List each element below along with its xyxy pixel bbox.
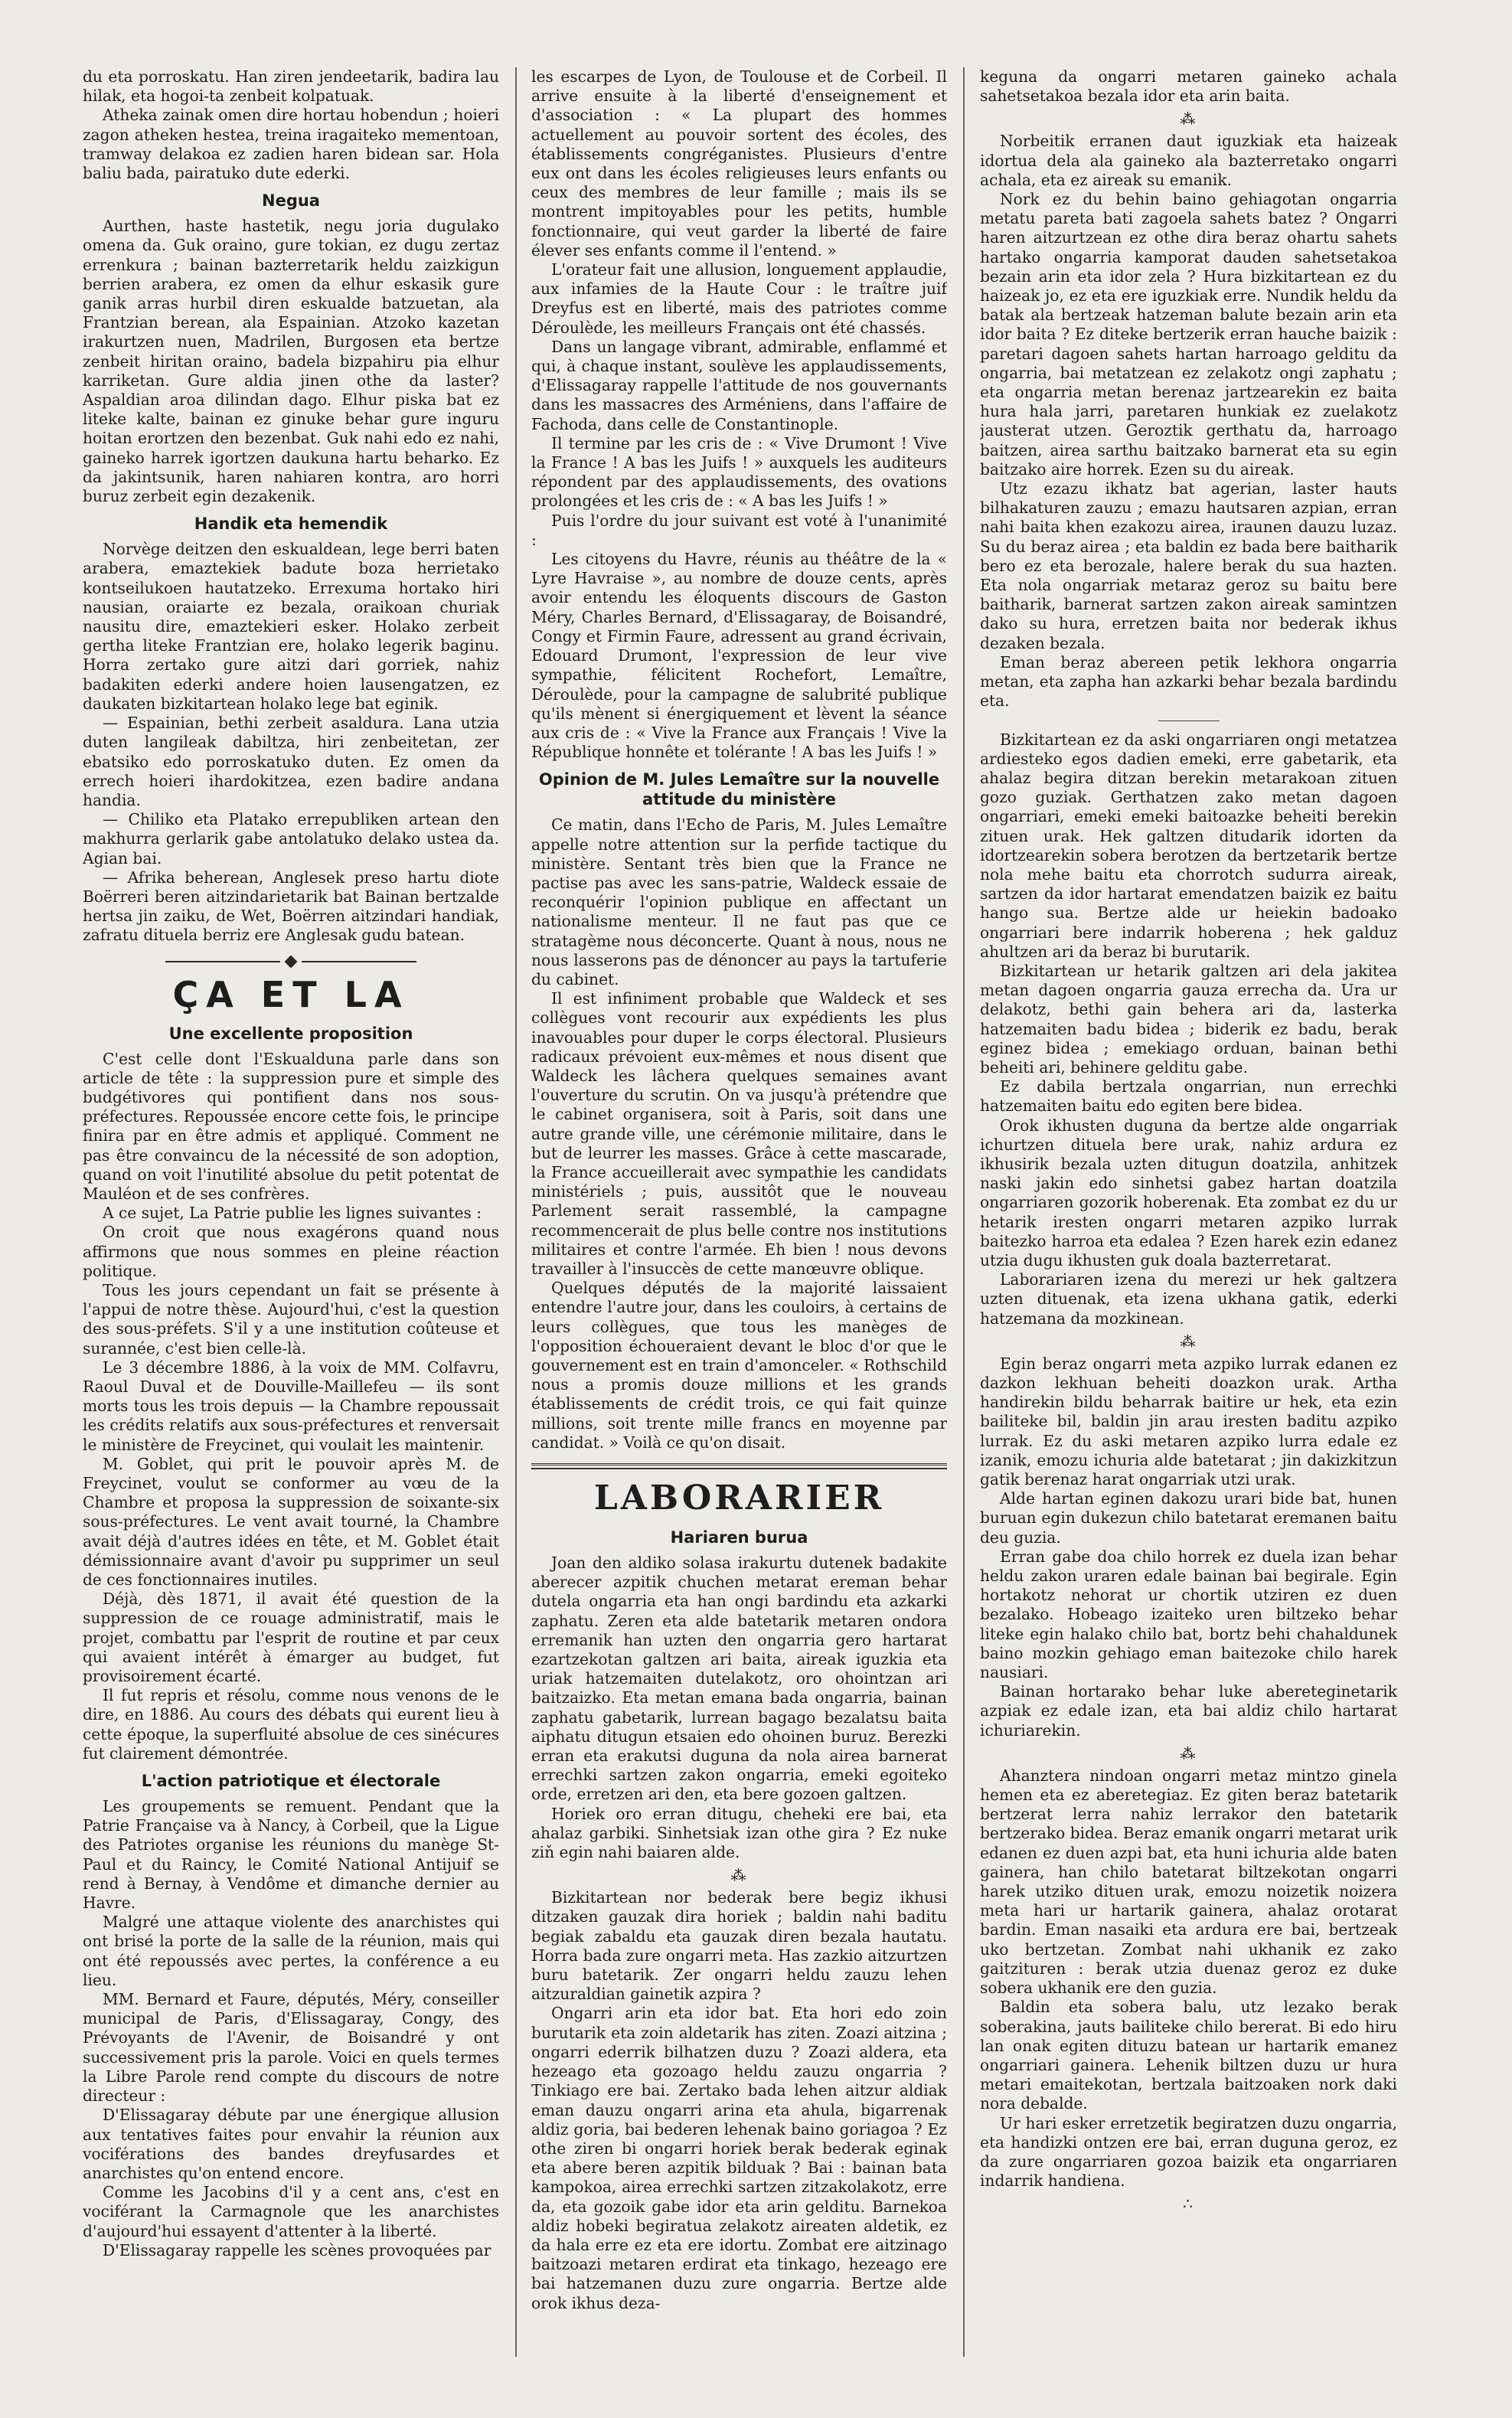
action-paragraph-2: Malgré une attaque violente des anarchistes qui ont brisé la porte de la salle de la réunion, mais qui ont été repoussés avec pertes, la conférence a eu lieu. — [83, 1913, 499, 1989]
negua-paragraph: Aurthen, haste hastetik, negu joria dugulako omena da. Guk oraino, gure tokian, ez dugu zertaz errenkura ; bainan bazterretarik heldu zaizkigun berrien arabera, ez omen da elhur eskasik gure ganik arras hurbil diren eskualde batzuetan, ala Frantzian berean, ala Espainian. Atzoko kazetan irakurtzen nuen, Madrilen, Burgosen eta bertze zenbeit hiritan oraino, badela bizpahiru pia elhur karriketan. Gure aldia jinen othe da laster? Aspaldian aroa dilindan dago. Elhur piska bat ez liteke kalte, bainan ez ginuke behar gure inguru hoitan erortzen den bezenbat. Guk nahi edo ez nahi, gaineko harrek igortzen daukuna hartu beharko. Ez da jakintsunik, haren nahiaren kontra, aro horri buruz zerbeit egin dezakenik. — [83, 217, 499, 506]
ornament-stars: ⁂ — [1180, 1332, 1197, 1351]
ornament-stars: ⁂ — [1180, 109, 1197, 129]
ornament-stars-end: ∴ — [1183, 2194, 1194, 2214]
opinion-paragraph-2: Il est infiniment probable que Waldeck et ses collègues vont recourir aux expédients les plus inavouables pour duper le corps électoral. Plusieurs radicaux prévoient eux-mêmes et nous disent que Waldeck les lâchera quelques semaines avant l'ouverture du scrutin. On va jusqu'à prétendre que le cabinet organisera, soit à Paris, soit dans une autre grande ville, une cérémonie militaire, dans le but de leurrer les masses. Grâce à cette mascarade, la France accueillerait avec sympathie les candidats ministériels ; puis, aussitôt que le nouveau Parlement serait rassemblé, la campagne recommencerait de plus belle contre nos institutions militaires et contre l'armée. Eh bien ! nous devons travailler à l'insuccès de cette manœuvre oblique. — [531, 989, 947, 1278]
column-rule-right — [963, 67, 965, 2357]
speech-paragraph-2: L'orateur fait une allusion, longuement applaudie, aux infamies de la Haute Cour : le traître juif Dreyfus est en liberté, mais des patriotes comme Déroulède, les meilleurs Français ont été chassés. — [531, 260, 947, 337]
handik-paragraph-2: — Espainian, bethi zerbeit asaldura. Lana utzia duten langileak dabiltza, hiri zenbeitetan, zer ebatsiko edo porroskatuko duten. Ez omen da errech hoieri ihardokitzea, ezen badire andana handia. — [83, 714, 499, 809]
hariaren-paragraph-3: Bizkitartean nor bederak bere begiz ikhusi ditzaken gauzak dira horiek ; baldin nahi baditu begiak zabaldu eta gauzak diren bezala hautatu. Horra bada zure ongarri meta. Has zazkio aitzurtzen buru batetarik. Zer ongarri heldu zauzu lehen aitzuraldian gainetik azpira ? — [531, 1888, 947, 2004]
column-2 — [531, 67, 947, 2387]
speech-paragraph-5: Puis l'ordre du jour suivant est voté à l'unanimité : — [531, 511, 947, 549]
section1-paragraph-4: Eman beraz abereen petik lekhora ongarria metan, eta zapha han azkarki behar bezala bardindu eta. — [980, 652, 1397, 711]
opinion-paragraph-3: Quelques députés de la majorité laissaient entendre l'autre jour, dans les couloirs, à certains de leurs collègues, que tous les manèges de l'opposition échoueraient devant le bloc d'or que le gouvernement est en train d'amonceler. « Rothschild nous a promis douze millions et les grands établissements de crédit trois, ce qui fait quinze millions, soit trente mille francs en moyenne par candidat. » Voilà ce qu'on disait. — [531, 1279, 947, 1452]
heading-action: L'action patriotique et électorale — [141, 1772, 441, 1791]
section4-paragraph-1: Ahanztera nindoan ongarri metaz mintzo ginela hemen eta ez aberetegiaz. Ez giten beraz batetarik bertzerat lerra nahiz lerrakor den batetarik bertzerako bidea. Beraz emanik ongarri metarat urik edanen ez duen azpi bat, eta huni ichuria alde baten gainera, han chilo batetarat biltzekotan ongarri harek utziko dituen urak, emozu noizetik noizera meta hari ur hartarik gainera, ahalaz orotarat bardin. Eman nasaiki eta ardura ere bai, bertzeak uko bertzetan. Zombat nahi ukhanik ez zako gaitzituren : berak utzia duenaz geroz ez duke sobera ukhanik ere den guzia. — [980, 1766, 1397, 1998]
hariaren-paragraph-2: Horiek oro erran ditugu, cheheki ere bai, eta ahalaz garbiki. Sinhetsiak izan othe gira ? Ez nuke ziň egin nahi baiaren alde. — [531, 1804, 947, 1862]
section3-paragraph-1: Egin beraz ongarri meta azpiko lurrak edanen ez dazkon lekhuan beheiti doazkon urak. Artha handirekin bildu beharrak baitire ur hek, eta ezin bailiteke bil, baldin jin arau iresten baditu azpiko lurrak. Ez du aski metaren azpiko lurra edale ez izanik, emozu ichuria alde batetarat ; jin dakizkitzun gatik berenaz harat ongarriak utzi urak. — [980, 1354, 1397, 1489]
heading-ca-et-la: ÇA ET LA — [172, 973, 410, 1015]
proposition-quote-5: Déjà, dès 1871, il avait été question de la suppression de ce rouage administratif, mais le projet, combattu par l'esprit de routine et par ceux qui avaient intérêt à émarger au budget, fut provisoirement écarté. — [83, 1590, 499, 1686]
hariaren-paragraph-4: Ongarri arin eta idor bat. Eta hori edo zoin burutarik eta zoin aldetarik has ziten. Zoazi aitzina ; ongarri ederrik bilhatzen duzu ? Zoazi aldera, eta hezeago eta gozoago heldu zauzu ongarria ? Tinkiago ere bai. Zertako bada lehen aitzur aldiak eman dauzu ongarri arina eta ahula, bigarrenak aldiz goria, bai bederen lehenak baino goriagoa ? Ez othe ziren bi ongarri horiek berak bederak eginak eta abere beren azpitik bilduak ? Bai : bainan bata kampokoa, airea errechki sartzen zitzakolakotz, erre da, eta gozoik gabe idor eta arin gelditu. Barnekoa aldiz hobeki begiratua zelakotz aireaten aldetik, ez da hala erre ez eta ere idortu. Zombat ere aitzinago baitzoazi metaren erdirat eta tinkago, hezeago ere bai hatzemanen duzu zure ongarria. Bertze alde orok ikhus deza- — [531, 2004, 947, 2312]
heading-hariaren-burua: Hariaren burua — [670, 1528, 808, 1547]
section2-paragraph-4: Orok ikhusten duguna da bertze alde ongarriak ichurtzen dituela bere urak, nahiz ardura ez ikhusirik bezala uzten ditugun doatzila, anhitzek naski jakin edo sinhetsi gabez hartan doatzila ongarriaren gozorik hoberenak. Eta zombat ez du ur hetarik iresten ongarri metaren azpiko lurrak baitezko harroa eta edalea ? Ezen harek ezin edanez utzia dugu ikhusten guk doala bazterretarat. — [980, 1116, 1397, 1269]
handik-paragraph-3: — Chiliko eta Platako errepubliken artean den makhurra gerlarik gabe antolatuko delako ustea da. Agian bai. — [83, 810, 499, 868]
intro-paragraph-2: Atheka zainak omen dire hortau hobendun ; hoieri zagon atheken hestea, treina iragaiteko mementoan, tramway delakoa ez zadien haren bidean sar. Hola baliu bada, pairatuko dute ederki. — [83, 106, 499, 183]
heading-opinion: Opinion de M. Jules Lemaître sur la nouvelle attitude du ministère — [538, 770, 940, 809]
action-paragraph-1: Les groupements se remuent. Pendant que la Patrie Française va à Nancy, à Corbeil, que la Ligue des Patriotes organise les réunions du manège St-Paul et du Raincy, le Comité National Antijuif se rend à Bernay, à Vendôme et dimanche dernier au Havre. — [83, 1797, 499, 1913]
action-paragraph-6: D'Elissagaray rappelle les scènes provoquées par — [103, 2240, 491, 2260]
continuation-paragraph: keguna da ongarri metaren gaineko achala sahetsetakoa bezala idor eta arin baita. — [980, 67, 1397, 106]
intro-paragraph: du eta porroskatu. Han ziren jendeetarik, badira lau hilak, eta hogoi-ta zenbeit kolpatuak. — [83, 67, 499, 106]
section3-paragraph-3: Erran gabe doa chilo horrek ez duela izan behar heldu zakon uraren edale bainan bai begirale. Egin hortakotz nehorat ur chortik utziren ez duen bezalako. Hobeago izaiteko uren biltzeko behar liteke egin halako chilo bat, bortz behi chahaldunek baino mozkin gehiago eman baitezoke chilo harek nausiari. — [980, 1547, 1397, 1682]
ornament-stars: ⁂ — [730, 1866, 748, 1885]
hariaren-paragraph-1: Joan den aldiko solasa irakurtu dutenek badakite aberecer azpitik chuchen metarat ereman behar dutela ongarria eta han ongi bardindu eta azkarki zaphatu. Zeren eta alde batetarik metaren ondora erremanik han uzten den ongarria gero hartarat ezartzekotan galtzen ari baita, aireak iguzkia eta uriak hatzemaiten dutelakotz, oro ohointzan ari baitzaizko. Eta metan emana bada ongarria, bainan zaphatu gabetarik, lurrean bagago bezalatsu baita aiphatu ditugun etsaien edo ohoinen buruz. Berezki erran eta erakutsi duguna da nola airea barnerat errechki sartzen zakon ongarria, emeki egoiteko orde, erretzen ari den, eta bere gozoen galtzen. — [531, 1554, 947, 1804]
column-rule-left — [515, 67, 517, 2357]
proposition-quote-3: Le 3 décembre 1886, à la voix de MM. Colfavru, Raoul Duval et de Douville-Maillefeu — ils sont morts tous les trois depuis — la Chambre repoussait les crédits relatifs aux sous-préfectures et renversait le ministère de Freycinet, qui voulait les maintenir. — [83, 1358, 499, 1454]
section1-paragraph-2: Nork ez du behin baino gehiagotan ongarria metatu pareta bati zagoela sahets batez ? Ongarri haren aitzurtzean ez othe dira beraz ohartu sahets hartako ongarria kamporat dauden sahetsetakoa bezain arin eta idor zela ? Hura bizkitartean ez du haizeak jo, ez eta ere iguzkiak erre. Nundik heldu da batak ala bertzeak hatzeman balute bezain arin eta idor baita ? Ez diteke bertzerik erran hauche baizik : paretari dagoen sahets hartan harroago gelditu da ongarria, bai metatzean ez zelakotz ongi zaphatu ; eta ongarria metan berenaz jartzearekin ez baita hura hala jarri, paretaren hunkiak ez zuelakotz jausterat utzen. Geroztik gerthatu da, harroago baitzen, airea sarthu baitzako barnerat eta su egin baitzako aire horrek. Ezen su du aireak. — [980, 190, 1397, 479]
proposition-quote-6: Il fut repris et résolu, comme nous venons de le dire, en 1886. Au cours des débats qui eurent lieu à cette époque, la superfluité absolue de ces sinécures fut clairement démontrée. — [83, 1686, 499, 1763]
section3-paragraph-4: Bainan hortarako behar luke abereteginetarik azpiak ez edale izan, eta bai aldiz chilo hartarat ichuriarekin. — [980, 1682, 1397, 1740]
section4-paragraph-3: Ur hari esker erretzetik begiratzen duzu ongarria, eta handizki ontzen ere bai, erran duguna geroz, ez da zure ongarriaren gozoa baizik eta ongarriaren indarrik handiena. — [980, 2113, 1397, 2191]
section1-paragraph-3: Utz ezazu ikhatz bat agerian, laster hauts bilhakaturen zauzu ; emazu hautsaren azpian, erran nahi baita khen ezakozu airea, iraunen dauzu luzaz. Su du beraz airea ; eta baldin ez bada bere baitharik bero ez eta berozale, halere berak du sua hazten. Eta nola ongarriak metaraz geroz su baitu bere baitharik, barnerat sartzen zakon aireak samintzen dako su hura, erretzen baita nor bederak ikhus dezaken bezala. — [980, 479, 1397, 652]
section1-paragraph-1: Norbeitik erranen daut iguzkiak eta haizeak idortua dela ala gaineko ala bazterretako ongarri achala, eta ez aireak su emanik. — [980, 132, 1397, 189]
section3-paragraph-2: Alde hartan eginen dakozu urari bide bat, hunen buruan egin dukezun chilo batetarat eremanen baitu deu guzia. — [980, 1489, 1397, 1547]
section2-paragraph-5: Laborariaren izena du merezi ur hek galtzera uzten dituenak, eta izena ukhana gatik, ederki hatzemana da mozkinean. — [980, 1270, 1397, 1328]
proposition-paragraph-1: C'est celle dont l'Eskualduna parle dans son article de tête : la suppression pure et simple des budgétivores qui pontifient dans nos sous-préfectures. Repoussée encore cette fois, le principe finira par en être admis et appliqué. Comment ne pas être convaincu de la nécessité de son adoption, quand on voit l'inutilité absolue du petit potentat de Mauléon et de ses confrères. — [83, 1049, 499, 1203]
speech-paragraph-1: les escarpes de Lyon, de Toulouse et de Corbeil. Il arrive ensuite à la liberté d'enseignement et d'association : « La plupart des hommes actuellement au pouvoir sortent des écoles, des établissements congréganistes. Plusieurs d'entre eux ont dans les écoles religieuses leurs enfants ou ceux des membres de leur famille ; mais ils se montrent impitoyables pour les petits, humble fonctionnaire, qui veut garder la liberté de faire élever ses enfants comme il l'entend. » — [531, 67, 947, 260]
short-divider — [1158, 720, 1220, 721]
speech-paragraph-3: Dans un langage vibrant, admirable, enflammé et qui, à chaque instant, soulève les applaudissements, d'Elissagaray rappelle l'attitude de nos gouvernants dans les massacres des Arméniens, dans l'affaire de Fachoda, dans celle de Constantinople. — [531, 337, 947, 433]
heading-negua: Negua — [262, 191, 320, 211]
column-3 — [980, 67, 1397, 2387]
action-paragraph-5: Comme les Jacobins d'il y a cent ans, c'est en vociférant la Carmagnole que les anarchistes d'aujourd'hui essayent d'attenter à la liberté. — [83, 2183, 499, 2240]
proposition-quote-4: M. Goblet, qui prit le pouvoir après M. de Freycinet, voulut se conformer au vœu de la Chambre et proposa la suppression de soixante-six sous-préfectures. Le vent avait tourné, la Chambre avait déjà d'autres idées en tête, et M. Goblet était démissionnaire avant d'avoir pu supprimer un seul de ces fonctionnaires inutiles. — [83, 1454, 499, 1590]
speech-paragraph-4: Il termine par les cris de : « Vive Drumont ! Vive la France ! A bas les Juifs ! » auxquels les auditeurs répondent par des applaudissements, des ovations prolongées et les cris de : « A bas les Juifs ! » — [531, 433, 947, 511]
heading-laborarier: LABORARIER — [593, 1479, 885, 1518]
heading-handik: Handik eta hemendik — [194, 515, 388, 534]
section4-paragraph-2: Baldin eta sobera balu, utz lezako berak soberakina, jauts bailiteke chilo bererat. Bi edo hiru lan onak egiten dituzu batean ur hartarik emanez ongarriari gainera. Lehenik biltzen duzu ur hura metari emaitekotan, bertzala baitzoaken nork daki nora debalde. — [980, 1998, 1397, 2113]
section2-paragraph-2: Bizkitartean ur hetarik galtzen ari dela jakitea metan dagoen ongarria gauza errecha da. Ura ur delakotz, bethi gain behera ari da, lasterka hatzemaiten badu bidea ; biderik ez badu, berak eginez bidea ; emekiago orduan, bainan bethi beheiti ari, behinere gelditu gabe. — [980, 961, 1397, 1077]
section2-paragraph-3: Ez dabila bertzala ongarrian, nun errechki hatzemaiten baitu edo egiten bere bidea. — [980, 1077, 1397, 1116]
handik-paragraph-1: Norvège deitzen den eskualdean, lege berri baten arabera, emaztekiek badute boza herrietako kontseilukoen hautatzeko. Errexuma hortako hiri nausian, oraiarte ez bezala, oraikoan churiak nausitu dire, emaztekieri esker. Holako zerbeit gertha liteke Frantzian ere, holako legerik baginu. Horra zertako gure aitzi dari gorriek, nahiz badakiten ederki andere hoien lausengatzen, ez daukaten bizkitartean holako lege bat eginik. — [83, 540, 499, 713]
section2-paragraph-1: Bizkitartean ez da aski ongarriaren ongi metatzea ardiesteko egos dadien emeki, erre gabetarik, eta ahalaz begira ditzan berekin metarakoan zituen gozo guziak. Gerthatzen zako metan dagoen ongarriari, emeki emeki baitoazke beheiti berekin zituen urak. Hek galtzen ditudarik idorten da idortzearekin sobera berotzen da bertzetarik bertze nola mehe baitu eta chorrotch sudurra aireak, sartzen da idor hartarat emendatzen baizik ez baitu hango sua. Bertze alde ur heiekin badoako ongarriari bere indarrik hoberena ; hek galduz ahultzen ari da beraz bi burutarik. — [980, 730, 1397, 961]
action-paragraph-3: MM. Bernard et Faure, députés, Méry, conseiller municipal de Paris, d'Elissagaray, Congy, des Prévoyants de l'Avenir, de Boisandré y ont successivement pris la parole. Voici en quels termes la Libre Parole rend compte du discours de notre directeur : — [83, 1990, 499, 2106]
heading-proposition: Une excellente proposition — [168, 1024, 413, 1043]
action-paragraph-4: D'Elissagaray débute par une énergique allusion aux tentatives faites pour envahir la réunion aux vociférations des bandes dreyfusardes et anarchistes qu'on entend encore. — [83, 2106, 499, 2182]
proposition-quote-1: On croit que nous exagérons quand nous affirmons que nous sommes en pleine réaction politique. — [83, 1223, 499, 1280]
ornament-divider — [83, 956, 499, 967]
ornament-stars: ⁂ — [1180, 1743, 1197, 1763]
handik-paragraph-4: — Afrika beherean, Anglesek preso hartu diote Boërreri beren aitzindarietarik bat Bainan bertzalde hertsa jin zaiku, de Wet, Boërren aitzindari handiak, zafratu dituela berriz ere Anglesak gudu batean. — [83, 868, 499, 945]
speech-paragraph-6: Les citoyens du Havre, réunis au théâtre de la « Lyre Havraise », au nombre de douze cents, après avoir entendu les éloquents discours de Gaston Méry, Charles Bernard, d'Elissagaray, de Boisandré, Congy et Firmin Faure, adressent au grand écrivain, Edouard Drumont, l'expression de leur vive sympathie, félicitent Rochefort, Lemaître, Déroulède, pour la campagne de salubrité publique qu'ils mènent si énergiquement et lèvent la séance aux cris de : « Vive la France aux Français ! Vive la République honnête et tolérante ! A bas les Juifs ! » — [531, 550, 947, 762]
column-1 — [83, 67, 499, 2387]
proposition-paragraph-2: A ce sujet, La Patrie publie les lignes suivantes : — [103, 1204, 482, 1223]
section-double-rule — [531, 1463, 947, 1469]
opinion-paragraph-1: Ce matin, dans l'Echo de Paris, M. Jules Lemaître appelle notre attention sur la perfide tactique du ministère. Sentant très bien que la France ne pactise pas avec les sans-patrie, Waldeck essaie de reconquérir l'opinion publique en affectant un nationalisme menteur. Il ne faut pas que ce stratagème nous déconcerte. Quant à nous, nous ne nous lasserons pas de dénoncer au pays la tartuferie du cabinet. — [531, 815, 947, 988]
proposition-quote-2: Tous les jours cependant un fait se présente à l'appui de notre thèse. Aujourd'hui, c'est la question des sous-préfets. S'il y a une institution coûteuse et surannée, c'est bien celle-là. — [83, 1280, 499, 1358]
